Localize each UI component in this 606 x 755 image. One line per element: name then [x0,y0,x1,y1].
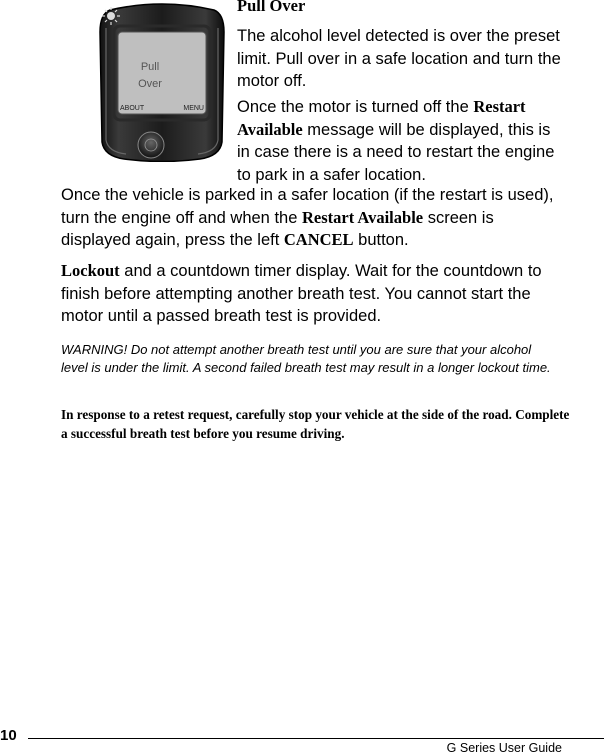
paragraph-parked-instructions [61,184,561,252]
restart-available-term: Restart Available [301,207,424,227]
retest-note: In response to a retest request, carefully stop your vehicle at the side of the road. Complete a successful breath test before you resume driving. [61,407,570,441]
paragraph-over-limit: The alcohol level detected is over the preset limit. Pull over in a safe location and turn the motor off. [237,27,561,90]
device-softkey-left: ABOUT [120,105,145,112]
restart-available-term: Restart Available [237,97,526,139]
paragraph-text: button. [353,231,409,249]
paragraph-text: Once the vehicle is parked in a safer location (if the restart is used), turn the engine off and when the [61,186,554,227]
cancel-term: CANCEL [283,230,354,249]
device-screen-line1: Pull [140,61,160,73]
page-number: 10 [0,727,17,744]
paragraph-text: and a countdown timer display. Wait for the countdown to finish before attempting another breath test. You cannot start the motor until a passed breath test is provided. [61,262,542,325]
paragraph-text: screen is displayed again, press the left [61,208,494,249]
section-heading: Pull Over [237,0,306,15]
paragraph-lockout [61,260,561,328]
device-power-button [138,132,164,158]
device-softkey-right: MENU [183,105,204,112]
lockout-term: Lockout [61,261,120,280]
paragraph-restart-available [237,96,567,186]
paragraph-text: message will be displayed, this is in case there is a need to restart the engine to park in a safer location. [237,120,555,184]
paragraph-text: Once the motor is turned off the [237,98,474,116]
footer-divider [28,738,604,739]
warning-text: WARNING! Do not attempt another breath test until you are sure that your alcohol level is under the limit. A second failed breath test may result in a longer lockout time. [61,342,551,375]
breathalyzer-device-illustration [96,2,228,162]
device-screen-line2: Over [138,78,162,90]
footer-doc-title: G Series User Guide [446,741,562,755]
